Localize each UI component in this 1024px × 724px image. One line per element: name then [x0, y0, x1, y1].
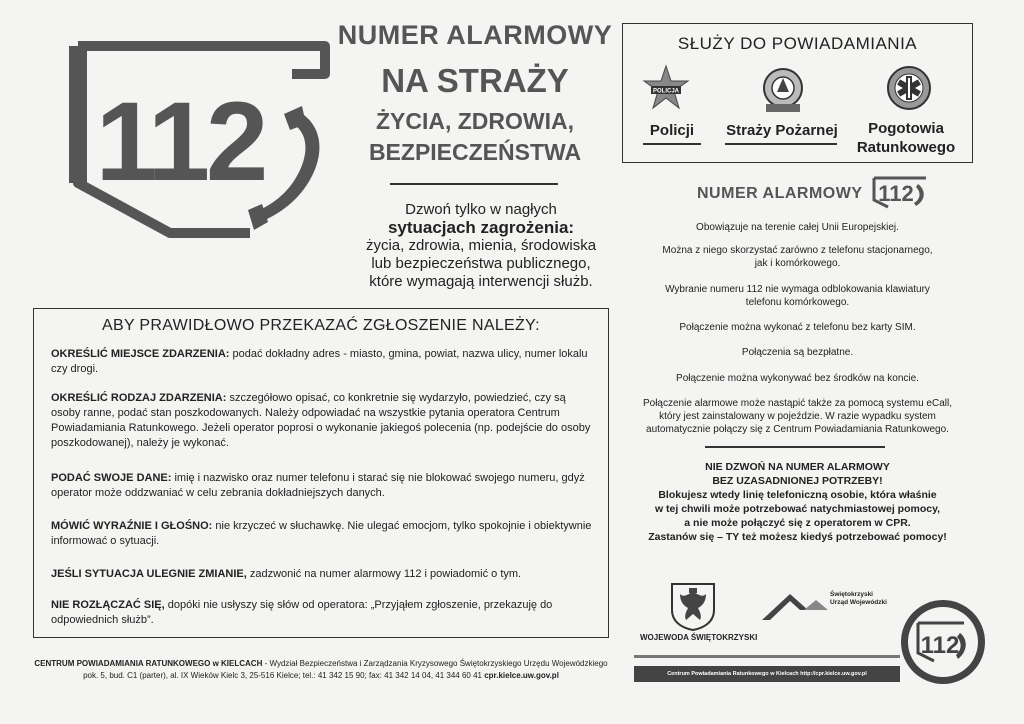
- divider: [643, 143, 701, 145]
- footer-website-link[interactable]: cpr.kielce.uw.gov.pl: [484, 671, 559, 680]
- urzad-label-line: Świętokrzyski: [830, 591, 873, 598]
- procedure-step: [51, 347, 597, 377]
- cpr-footer-bar: Centrum Powiadamiania Ratunkowego w Kielcach http://cpr.kielce.uw.gov.pl: [634, 666, 900, 682]
- warning-line: w tej chwili może potrzebować natychmiastowej pomocy,: [654, 503, 941, 515]
- fire-brigade-icon: [760, 64, 806, 116]
- procedure-step: [51, 471, 597, 501]
- service-label-line: Ratunkowego: [856, 139, 956, 156]
- call-only-line: które wymagają interwencji służb.: [369, 273, 593, 290]
- divider: [725, 143, 837, 145]
- logo-112-number: 112: [95, 79, 265, 204]
- ambulance-star-of-life-icon: [885, 64, 933, 112]
- svg-text:POLICJA: POLICJA: [652, 88, 680, 95]
- warning-line: Blokujesz wtedy linię telefoniczną osobie, która właśnie: [658, 489, 937, 501]
- step-text: imię i nazwisko oraz numer telefonu i starać się nie blokować swojego numeru, gdyż operator może oddzwaniać w celu zebrania dokładniejszych danych.: [51, 472, 585, 499]
- call-only-line: Dzwoń tylko w nagłych: [405, 201, 557, 218]
- info-item: jak i komórkowego.: [754, 258, 841, 269]
- eagle-emblem-icon: [668, 580, 718, 632]
- police-star-icon: [640, 64, 692, 116]
- procedure-step: [51, 391, 597, 451]
- warning-line: NIE DZWOŃ NA NUMER ALARMOWY: [705, 461, 890, 473]
- info-heading: NUMER ALARMOWY: [697, 185, 863, 202]
- services-title: SŁUŻY DO POWIADAMIANIA: [677, 34, 918, 53]
- step-heading: OKREŚLIĆ MIEJSCE ZDARZENIA:: [51, 348, 230, 360]
- service-label-police: Policji: [649, 122, 695, 139]
- info-item: Połączenia są bezpłatne.: [741, 347, 854, 358]
- procedure-step: [51, 519, 597, 549]
- info-item: który jest zainstalowany w pojeździe. W razie wypadku system: [659, 411, 936, 422]
- footer-address: pok. 5, bud. C1 (parter), al. IX Wieków Kielc 3, 25-516 Kielce; tel.: 41 342 15 90; fax: 41 342 14 04, 41 344 60 41: [83, 671, 485, 680]
- footer-org: CENTRUM POWIADAMIANIA RATUNKOWEGO w KIELCACH: [34, 659, 263, 668]
- step-text: podać dokładny adres - miasto, gmina, powiat, nazwa ulicy, numer lokalu czy drogi.: [51, 348, 588, 375]
- warning-line: BEZ UZASADNIONEJ POTRZEBY!: [712, 475, 883, 487]
- service-label-ambulance: [850, 119, 962, 157]
- call-only-line: sytuacjach zagrożenia:: [387, 218, 575, 237]
- headline-zycia-zdrowia: ŻYCIA, ZDROWIA,: [375, 108, 575, 134]
- urzad-label: [830, 591, 887, 607]
- small-112-logo: [870, 174, 932, 210]
- info-item: automatycznie połączy się z Centrum Powiadamiania Ratunkowego.: [646, 424, 949, 435]
- info-item: Połączenie można wykonywać bez środków na koncie.: [676, 373, 919, 384]
- info-item: Można z niego skorzystać zarówno z telefonu stacjonarnego,: [662, 245, 933, 256]
- step-heading: JEŚLI SYTUACJA ULEGNIE ZMIANIE,: [51, 568, 247, 580]
- logo-112: [50, 18, 335, 253]
- info-item: Obowiązuje na terenie całej Unii Europejskiej.: [696, 222, 899, 233]
- call-only-line: lub bezpieczeństwa publicznego,: [371, 255, 591, 272]
- footer-org-rest: - Wydział Bezpieczeństwa i Zarządzania Kryzysowego Świętokrzyskiego Urzędu Wojewódzkiego: [262, 659, 608, 668]
- urzad-label-line: Urząd Wojewódzki: [830, 599, 887, 606]
- info-item: Połączenie alarmowe może nastąpić także za pomocą systemu eCall,: [642, 398, 953, 409]
- step-heading: PODAĆ SWOJE DANE:: [51, 472, 172, 484]
- info-item: telefonu komórkowego.: [745, 297, 850, 308]
- phone-handset-icon: [914, 184, 924, 206]
- step-heading: NIE ROZŁĄCZAĆ SIĘ,: [51, 599, 165, 611]
- step-text: nie krzyczeć w słuchawkę. Nie ulegać emocjom, tylko spokojnie i obiektywnie informować o sytuacji.: [51, 520, 592, 547]
- step-text: dopóki nie usłyszy się słów od operatora: „Przyjąłem zgłoszenie, przekazuję do odpowiednich służb”.: [51, 599, 553, 626]
- divider: [390, 183, 558, 185]
- procedure-step: [51, 598, 597, 628]
- info-item: Wybranie numeru 112 nie wymaga odblokowania klawiatury: [665, 284, 930, 295]
- call-only-line: życia, zdrowia, mienia, środowiska: [365, 237, 597, 254]
- warning-text: [622, 460, 973, 544]
- headline-values: [330, 106, 620, 168]
- step-text: szczegółowo opisać, co konkretnie się wydarzyło, powiedzieć, czy są osoby ranne, podać stan poszkodowanych. Należy odpowiadać na wszystkie pytania operatora Centrum Powiadamiania Ratunkowego. Jeżeli operator poprosi o wykonanie jakiegoś polecenia (np. podejście do osoby poszkodowanej), należy je wykonać.: [51, 392, 591, 449]
- step-heading: MÓWIĆ WYRAŹNIE I GŁOŚNO:: [51, 520, 213, 532]
- warning-line: Zastanów się – TY też możesz kiedyś potrzebować pomocy!: [648, 531, 947, 543]
- step-text: zadzwonić na numer alarmowy 112 i powiadomić o tym.: [246, 568, 522, 580]
- warning-line: a nie może połączyć się z operatorem w CPR.: [684, 517, 911, 529]
- badge-112: [898, 597, 988, 687]
- footer-text: [33, 658, 609, 682]
- divider: [705, 446, 885, 448]
- procedure-step: [51, 567, 597, 582]
- divider: [634, 655, 900, 658]
- service-label-fire: Straży Pożarnej: [726, 122, 838, 139]
- step-heading: OKREŚLIĆ RODZAJ ZDARZENIA:: [51, 392, 227, 404]
- wojewoda-label: WOJEWODA ŚWIĘTOKRZYSKI: [640, 633, 758, 642]
- headline-na-strazy: NA STRAŻY: [381, 62, 569, 99]
- mountain-logo-icon: [760, 588, 830, 622]
- svg-text:112: 112: [878, 181, 914, 206]
- headline-bezpieczenstwa: BEZPIECZEŃSTWA: [368, 139, 582, 165]
- service-label-line: Pogotowia: [868, 120, 944, 137]
- procedure-title: ABY PRAWIDŁOWO PRZEKAZAĆ ZGŁOSZENIE NALEŻY:: [102, 317, 540, 334]
- svg-text:112: 112: [920, 632, 960, 659]
- call-only-text: [350, 201, 612, 291]
- headline-numer-alarmowy: NUMER ALARMOWY: [337, 20, 613, 50]
- info-item: Połączenie można wykonać z telefonu bez karty SIM.: [679, 322, 916, 333]
